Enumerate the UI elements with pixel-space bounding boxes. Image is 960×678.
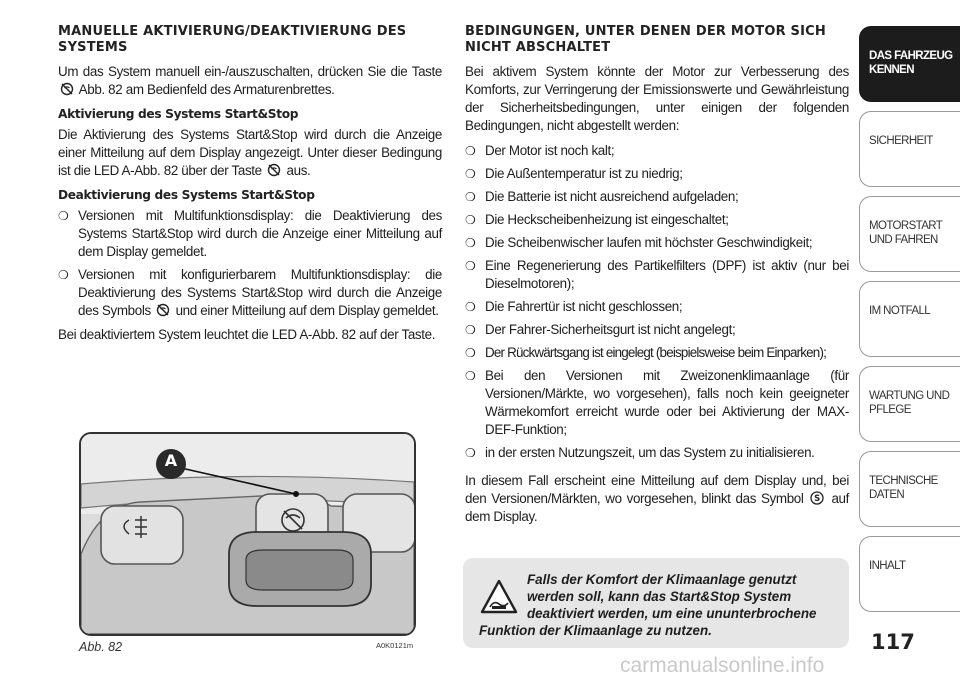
paragraph-activation-part1: Die Aktivierung des Systems Start&Stop wird durch die Anzeige einer Mitteilung auf dem Display angezeigt. Unter dieser Bedingung ist die LED A-Abb. 82 über der Taste xyxy=(58,127,442,178)
section-heading-manual: MANUELLE AKTIVIERUNG/DEAKTIVIERUNG DES SYSTEMS xyxy=(58,24,407,55)
list-item xyxy=(58,266,442,320)
tab-im-notfall[interactable] xyxy=(859,281,960,357)
bullet-circle-icon: ❍ xyxy=(465,167,476,181)
figure-caption: Abb. 82 xyxy=(79,640,123,654)
deactivation-list xyxy=(58,207,442,320)
start-stop-off-icon xyxy=(267,163,281,177)
list-item-text: Der Motor ist noch kalt; xyxy=(485,143,615,158)
list-item-text: Der Fahrer-Sicherheitsgurt ist nicht angelegt; xyxy=(485,322,736,337)
paragraph-manual xyxy=(58,63,442,99)
list-item-text: und einer Mitteilung auf dem Display gemeldet. xyxy=(175,303,439,318)
list-item-text: Bei den Versionen mit Zweizonenklimaanlage (für Versionen/Märkte, wo vorgesehen), falls noch kein geeigneter Wärmekomfort erreicht wurde oder bei Aktivierung der MAX-DEF-Funktion; xyxy=(485,368,849,437)
figure-code: A0K0121m xyxy=(376,641,414,650)
list-item xyxy=(465,165,849,183)
paragraph-deactivated: Bei deaktiviertem System leuchtet die LED A-Abb. 82 auf der Taste. xyxy=(58,327,436,342)
bullet-circle-icon: ❍ xyxy=(465,236,476,250)
conditions-list xyxy=(465,142,849,462)
paragraph-conditions-intro: Bei aktivem System könnte der Motor zur Verbesserung des Komforts, zur Verringerung der Emissionswerte und Gewährleistung der Sicherheitsbedingungen, unter einigen der folgenden Bedingungen, nicht abgestellt werden: xyxy=(465,64,849,133)
tab-label: DAS FAHRZEUG KENNEN xyxy=(869,50,953,76)
paragraph-conditions-outro xyxy=(465,472,849,526)
tab-label: MOTORSTART UND FAHREN xyxy=(869,220,943,246)
bullet-circle-icon: ❍ xyxy=(465,346,475,360)
list-item xyxy=(58,207,442,261)
bullet-circle-icon: ❍ xyxy=(465,144,476,158)
list-item-text: Die Außentemperatur ist zu niedrig; xyxy=(485,166,683,181)
tab-das-fahrzeug-kennen[interactable] xyxy=(859,26,960,102)
list-item-text: Versionen mit Multifunktionsdisplay: die Deaktivierung des Systems Start&Stop wird durch die Anzeige einer Mitteilung auf dem Display gemeldet. xyxy=(78,208,442,259)
figure-82 xyxy=(79,432,416,636)
tab-inhalt[interactable] xyxy=(859,536,960,612)
bullet-circle-icon: ❍ xyxy=(58,209,69,223)
start-stop-off-icon xyxy=(60,82,74,96)
list-item-text: Eine Regenerierung des Partikelfilters (DPF) ist aktiv (nur bei Dieselmotoren); xyxy=(485,258,849,291)
tab-label: INHALT xyxy=(869,560,906,572)
dashboard-button-illustration xyxy=(81,434,414,634)
right-column xyxy=(465,24,849,533)
tab-motorstart-und-fahren[interactable] xyxy=(859,196,960,272)
section-heading-conditions: BEDINGUNGEN, UNTER DENEN DER MOTOR SICH NICHT ABSCHALTET xyxy=(465,24,826,55)
list-item xyxy=(465,234,849,252)
warning-text: Falls der Komfort der Klimaanlage genutzt werden soll, kann das Start&Stop System deaktiviert werden, um eine ununterbrochene Funktion der Klimaanlage zu nutzen. xyxy=(479,572,817,638)
list-item xyxy=(465,142,849,160)
tab-technische-daten[interactable] xyxy=(859,451,960,527)
list-item-text: Versionen mit konfigurierbarem Multifunktionsdisplay: die Deaktivierung des Systems Start&Stop wird durch die Anzeige des Symbols xyxy=(78,267,442,318)
list-item xyxy=(465,344,849,362)
bullet-circle-icon: ❍ xyxy=(465,259,476,273)
paragraph-outro-part1: In diesem Fall erscheint eine Mitteilung auf dem Display und, bei den Versionen/Märkten, wo vorgesehen, blinkt das Symbol xyxy=(465,473,849,506)
list-item xyxy=(465,444,849,462)
list-item xyxy=(465,321,849,339)
tab-label: TECHNISCHE DATEN xyxy=(869,475,938,501)
list-item xyxy=(465,298,849,316)
list-item-text: in der ersten Nutzungszeit, um das System zu initialisieren. xyxy=(485,445,815,460)
bullet-circle-icon: ❍ xyxy=(58,268,69,282)
tab-label: IM NOTFALL xyxy=(869,305,931,317)
subheading-activation: Aktivierung des Systems Start&Stop xyxy=(58,107,299,121)
start-stop-blinking-icon xyxy=(810,491,824,505)
warning-box xyxy=(463,558,849,648)
bullet-circle-icon: ❍ xyxy=(465,323,476,337)
svg-text:S: S xyxy=(814,494,821,505)
start-stop-off-icon xyxy=(156,303,170,317)
list-item-text: Die Batterie ist nicht ausreichend aufgeladen; xyxy=(485,189,739,204)
paragraph-manual-part1: Um das System manuell ein-/auszuschalten, drücken Sie die Taste xyxy=(58,64,442,79)
bullet-circle-icon: ❍ xyxy=(465,446,476,460)
list-item xyxy=(465,367,849,439)
list-item xyxy=(465,257,849,293)
list-item-text: Die Scheibenwischer laufen mit höchster Geschwindigkeit; xyxy=(485,235,813,250)
list-item-text: Der Rückwärtsgang ist eingelegt (beispielsweise beim Einparken); xyxy=(485,345,827,360)
tab-wartung-und-pflege[interactable] xyxy=(859,366,960,442)
list-item xyxy=(465,188,849,206)
bullet-circle-icon: ❍ xyxy=(465,300,476,314)
bullet-circle-icon: ❍ xyxy=(465,190,476,204)
subheading-deactivation: Deaktivierung des Systems Start&Stop xyxy=(58,188,315,202)
paragraph-manual-part2: Abb. 82 am Bedienfeld des Armaturenbrettes. xyxy=(78,82,335,97)
chapter-sidebar xyxy=(859,26,960,621)
bullet-circle-icon: ❍ xyxy=(465,213,476,227)
left-column xyxy=(58,24,442,351)
tab-label: WARTUNG UND PFLEGE xyxy=(869,390,950,416)
label-a: A xyxy=(164,451,178,470)
tab-sicherheit[interactable] xyxy=(859,111,960,187)
paragraph-activation xyxy=(58,126,442,180)
warning-triangle-icon xyxy=(479,577,519,617)
tab-label: SICHERHEIT xyxy=(869,135,933,147)
page-number: 117 xyxy=(871,630,915,654)
list-item-text: Die Heckscheibenheizung ist eingeschaltet; xyxy=(485,212,729,227)
paragraph-outro-part2: auf dem Display. xyxy=(465,491,850,524)
bullet-circle-icon: ❍ xyxy=(465,369,476,383)
watermark: carmanualsonline.info xyxy=(620,654,825,677)
paragraph-activation-part2: aus. xyxy=(286,163,311,178)
list-item xyxy=(465,211,849,229)
list-item-text: Die Fahrertür ist nicht geschlossen; xyxy=(485,299,683,314)
